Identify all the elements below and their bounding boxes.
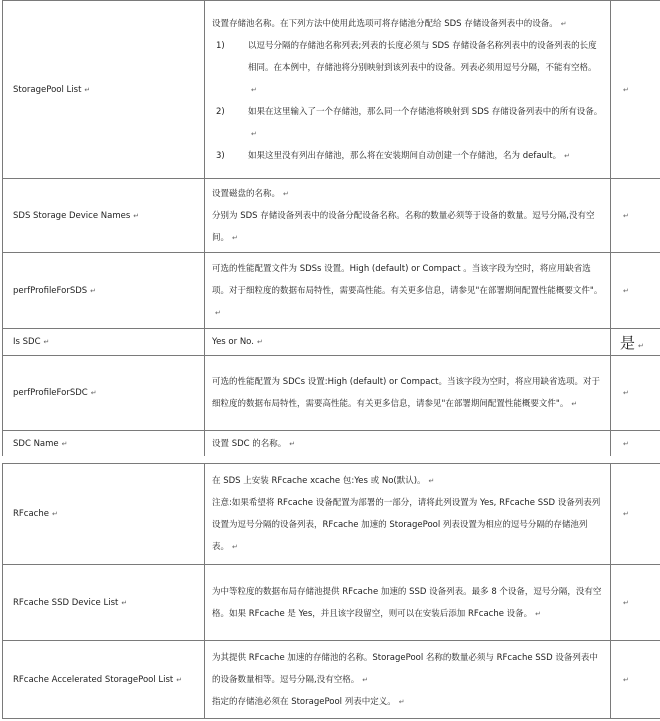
table-row xyxy=(3,641,660,719)
param-desc-cell: 为其提供 RFcache 加速的存储池的名称。StoragePool 名称的数量必须与 RFcache SSD 设备列表中的设备数量相等。逗号分隔,没有空格。 ↵ 指定的存储池必须在 StoragePool 列表中定义。 ↵ xyxy=(205,641,611,719)
return-mark-icon: ↵ xyxy=(428,477,435,485)
return-mark-icon: ↵ xyxy=(560,19,567,28)
table-row xyxy=(3,179,660,253)
table-row xyxy=(3,565,660,641)
param-name: RFcache Accelerated StoragePool List xyxy=(13,674,174,685)
param-desc-cell: 可选的性能配置文件为 SDSs 设置。High (default) or Compact 。当该字段为空时，将应用缺省选项。对于细粒度的数据布局特性，需要高性能。有关更多信息，请参见"在部署期间配置性能概要文件"。↵ xyxy=(205,253,611,329)
param-name-cell xyxy=(3,329,205,356)
table-row xyxy=(3,253,660,329)
param-desc-cell: 为中等粒度的数据布局存储池提供 RFcache 加速的 SSD 设备列表。最多 8 个设备，逗号分隔，没有空格。如果 RFcache 是 Yes，并且该字段留空，则可以在安装后添加 RFcache 设备。 ↵ xyxy=(205,565,611,641)
return-mark-icon: ↵ xyxy=(362,675,369,684)
return-mark-icon: ↵ xyxy=(215,308,221,317)
param-name-cell xyxy=(3,1,205,179)
return-mark-icon: ↵ xyxy=(51,510,58,518)
return-mark-icon: ↵ xyxy=(623,598,629,607)
param-desc-cell: 在 SDS 上安装 RFcache xcache 包:Yes 或 No(默认)。 ↵ 注意:如果希望将 RFcache 设备配置为部署的一部分，请将此列设置为 Yes, RFcache SSD 设备列表列设置为逗号分隔的设备列表，RFcache 加速的 StoragePool 列表设置为相应的逗号分隔的存储池列表。 ↵ xyxy=(205,464,611,565)
return-mark-icon: ↵ xyxy=(535,609,542,618)
return-mark-icon: ↵ xyxy=(251,85,257,94)
param-value-cell xyxy=(611,329,660,356)
return-mark-icon: ↵ xyxy=(256,338,263,346)
return-mark-icon: ↵ xyxy=(623,286,629,295)
param-desc: 设置存储池名称。在下列方法中使用此选项可将存储池分配给 SDS 存储设备列表中的设备。 xyxy=(212,18,558,29)
list-item: 1) 以逗号分隔的存储池名称列表;列表的长度必须与 SDS 存储设备名称列表中的设备列表的长度相同。在本例中，存储池将分别映射到该列表中的设备。列表必须用逗号分隔，不能有空格。↵ xyxy=(216,40,597,94)
param-name-cell xyxy=(3,565,205,641)
return-mark-icon: ↵ xyxy=(176,675,183,684)
return-mark-icon: ↵ xyxy=(251,129,257,138)
param-name: RFcache xyxy=(13,509,49,519)
return-mark-icon: ↵ xyxy=(623,440,629,448)
return-mark-icon: ↵ xyxy=(61,440,68,448)
return-mark-icon: ↵ xyxy=(90,286,97,295)
return-mark-icon: ↵ xyxy=(90,389,97,397)
param-name: perfProfileForSDC xyxy=(13,388,88,398)
param-desc-cell: 设置 SDC 的名称。 ↵ xyxy=(205,431,611,458)
return-mark-icon: ↵ xyxy=(638,341,644,350)
return-mark-icon: ↵ xyxy=(84,85,91,94)
table-row xyxy=(3,431,660,458)
return-mark-icon: ↵ xyxy=(43,338,50,346)
return-mark-icon: ↵ xyxy=(121,598,128,607)
param-value-cell xyxy=(611,464,660,565)
param-value-cell xyxy=(611,179,660,253)
param-name: SDC Name xyxy=(13,439,59,449)
page-break xyxy=(0,456,660,463)
param-value-cell xyxy=(611,431,660,458)
table-row xyxy=(3,464,660,565)
param-value-cell xyxy=(611,641,660,719)
return-mark-icon: ↵ xyxy=(283,189,289,198)
param-name-cell xyxy=(3,356,205,431)
param-value-cell xyxy=(611,356,660,431)
param-desc-cell: Yes or No. ↵ xyxy=(205,329,611,356)
param-name: perfProfileForSDS xyxy=(13,285,88,296)
param-desc-cell: 可选的性能配置为 SDCs 设置:High (default) or Compact。当该字段为空时，将应用缺省选项。对于细粒度的数据布局特性，需要高性能。有关更多信息，请参见"在部署期间配置性能概要文件"。 ↵ xyxy=(205,356,611,431)
return-mark-icon: ↵ xyxy=(564,151,570,160)
return-mark-icon: ↵ xyxy=(289,440,296,448)
param-name: StoragePool List xyxy=(13,84,82,95)
return-mark-icon: ↵ xyxy=(623,389,629,397)
return-mark-icon: ↵ xyxy=(571,400,578,408)
return-mark-icon: ↵ xyxy=(398,697,405,706)
return-mark-icon: ↵ xyxy=(623,211,629,220)
param-value-cell xyxy=(611,1,660,179)
return-mark-icon: ↵ xyxy=(232,233,238,242)
list-item: 3) 如果这里没有列出存储池，那么将在安装期间自动创建一个存储池，名为 default。 ↵ xyxy=(216,150,570,161)
param-name: SDS Storage Device Names xyxy=(13,210,131,221)
return-mark-icon: ↵ xyxy=(623,675,629,684)
param-name-cell xyxy=(3,641,205,719)
param-value: 是 xyxy=(620,333,636,352)
list-item: 2) 如果在这里输入了一个存储池，那么同一个存储池将映射到 SDS 存储设备列表中的所有设备。↵ xyxy=(216,106,603,138)
table-row xyxy=(3,1,660,179)
parameter-table-1 xyxy=(2,0,660,458)
param-desc-cell xyxy=(205,1,611,179)
param-value-cell xyxy=(611,253,660,329)
return-mark-icon: ↵ xyxy=(133,211,140,220)
parameter-table-2 xyxy=(2,463,660,719)
param-value-cell xyxy=(611,565,660,641)
return-mark-icon: ↵ xyxy=(623,85,629,94)
return-mark-icon: ↵ xyxy=(232,543,238,551)
table-row xyxy=(3,329,660,356)
param-name-cell xyxy=(3,253,205,329)
return-mark-icon: ↵ xyxy=(623,510,629,518)
param-name-cell xyxy=(3,431,205,458)
param-name: RFcache SSD Device List xyxy=(13,597,119,608)
table-row xyxy=(3,356,660,431)
param-name: Is SDC xyxy=(13,337,41,347)
param-name-cell xyxy=(3,179,205,253)
param-name-cell xyxy=(3,464,205,565)
param-desc-cell: 设置磁盘的名称。 ↵ 分别为 SDS 存储设备列表中的设备分配设备名称。名称的数量必须等于设备的数量。逗号分隔,没有空间。 ↵ xyxy=(205,179,611,253)
